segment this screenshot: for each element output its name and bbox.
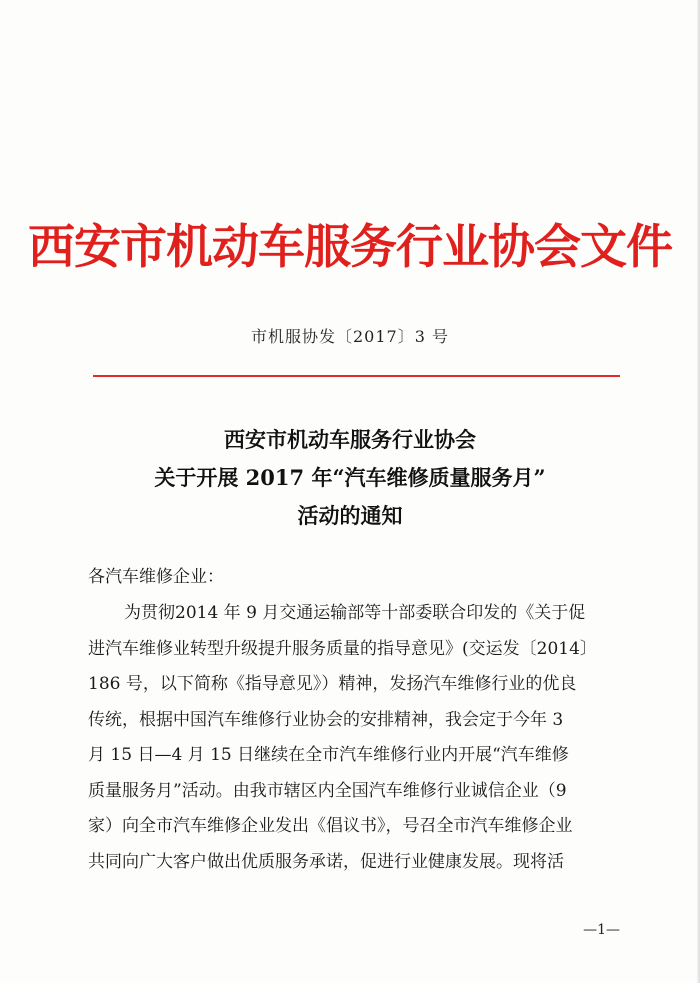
body-line: 月 15 日—4 月 15 日继续在全市汽车维修行业内开展“汽车维修: [88, 745, 569, 765]
document-number: 市机服协发〔2017〕3 号: [251, 327, 449, 346]
notice-title-line-2: 关于开展 2017 年“汽车维修质量服务月”: [154, 465, 546, 490]
page-number: —1—: [583, 922, 620, 938]
body-line: 为贯彻2014 年 9 月交通运输部等十部委联合印发的《关于促: [124, 603, 586, 623]
body-line: 共同向广大客户做出优质服务承诺，促进行业健康发展。现将活: [88, 851, 564, 872]
body-line: 家）向全市汽车维修企业发出《倡议书》，号召全市汽车维修企业: [88, 816, 573, 836]
letterhead-title: 西安市机动车服务行业协会文件: [28, 220, 672, 275]
red-divider-line: [93, 375, 620, 377]
body-line: 传统，根据中国汽车维修行业协会的安排精神，我会定于今年 3: [88, 709, 564, 730]
body-line: 进汽车维修业转型升级提升服务质量的指导意见》(交运发〔2014〕: [88, 638, 597, 659]
body-paragraph: [88, 596, 618, 880]
salutation: 各汽车维修企业：: [88, 567, 224, 587]
body-line: 186 号，以下简称《指导意见》）精神，发扬汽车维修行业的优良: [88, 674, 577, 694]
body-line: 质量服务月”活动。由我市辖区内全国汽车维修行业诚信企业（9: [88, 780, 567, 801]
notice-title: [0, 421, 700, 535]
notice-title-line-1: 西安市机动车服务行业协会: [224, 427, 476, 452]
notice-title-line-3: 活动的通知: [297, 503, 403, 528]
